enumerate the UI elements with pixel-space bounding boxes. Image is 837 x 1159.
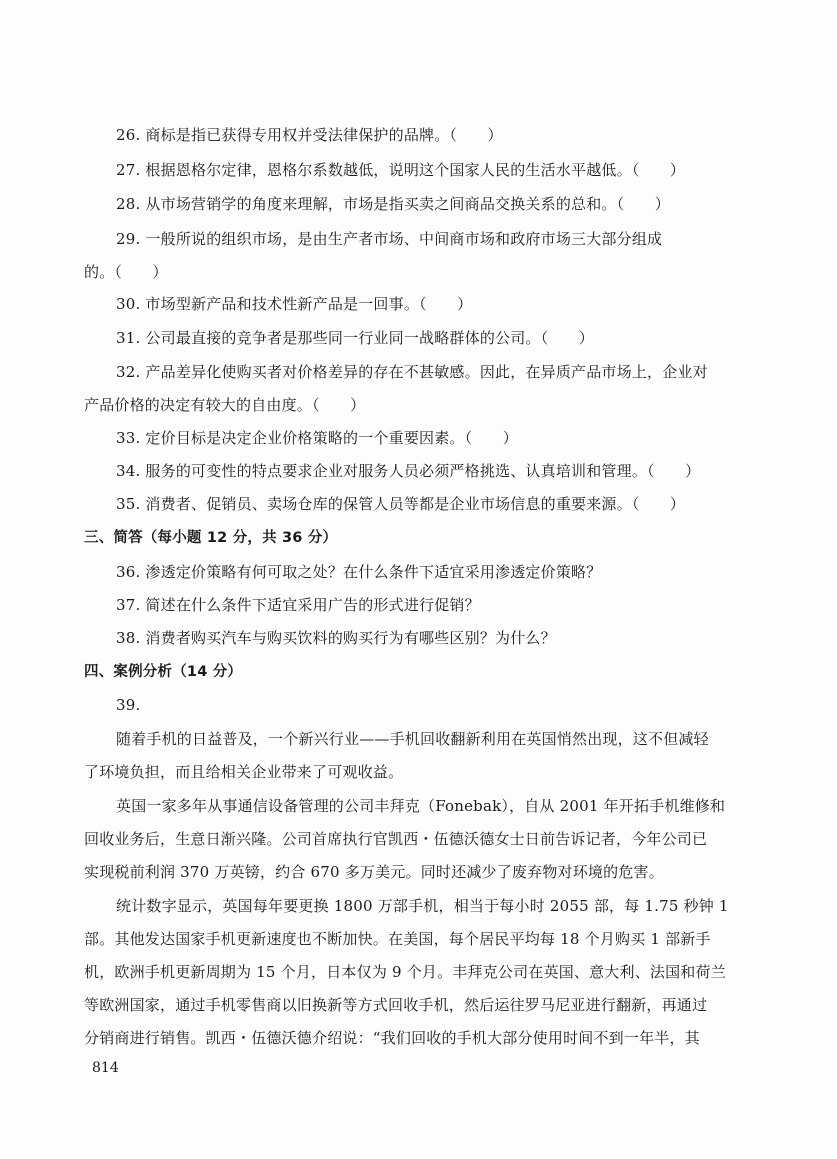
case-paragraph-1-line-1: 随着手机的日益普及，一个新兴行业——手机回收翻新利用在英国悄然出现，这不但减轻 bbox=[116, 730, 709, 748]
case-paragraph-3-line-4: 等欧洲国家，通过手机零售商以旧换新等方式回收手机，然后运往罗马尼亚进行翻新，再通过 bbox=[84, 996, 708, 1014]
case-paragraph-3-line-5: 分销商进行销售。凯西・伍德沃德介绍说：“我们回收的手机大部分使用时间不到一年半，其 bbox=[84, 1029, 700, 1047]
case-paragraph-3-line-1: 统计数字显示，英国每年要更换 1800 万部手机，相当于每小时 2055 部，每 1.75 秒钟 1 bbox=[116, 897, 729, 915]
question-32-line-1: 32. 产品差异化使购买者对价格差异的存在不甚敏感。因此，在异质产品市场上，企业对 bbox=[116, 363, 708, 381]
question-37: 37. 简述在什么条件下适宜采用广告的形式进行促销？ bbox=[116, 596, 480, 614]
case-paragraph-2-line-2: 回收业务后，生意日渐兴隆。公司首席执行官凯西・伍德沃德女士日前告诉记者，今年公司已 bbox=[84, 830, 708, 848]
question-29-line-2: 的。（ ） bbox=[84, 263, 168, 281]
case-paragraph-3-line-2: 部。其他发达国家手机更新速度也不断加快。在美国，每个居民平均每 18 个月购买 1 部新手 bbox=[84, 930, 711, 948]
question-39: 39. bbox=[116, 696, 141, 714]
page-number: 814 bbox=[92, 1060, 119, 1076]
question-32-line-2: 产品价格的决定有较大的自由度。（ ） bbox=[84, 396, 366, 414]
question-30: 30. 市场型新产品和技术性新产品是一回事。（ ） bbox=[116, 295, 473, 313]
question-38: 38. 消费者购买汽车与购买饮料的购买行为有哪些区别？为什么？ bbox=[116, 629, 556, 647]
question-27: 27. 根据恩格尔定律，恩格尔系数越低，说明这个国家人民的生活水平越低。（ ） bbox=[116, 161, 686, 179]
case-paragraph-2-line-3: 实现税前利润 370 万英镑，约合 670 多万美元。同时还减少了废弃物对环境的危害。 bbox=[84, 863, 664, 881]
question-35: 35. 消费者、促销员、卖场仓库的保管人员等都是企业市场信息的重要来源。（ ） bbox=[116, 495, 686, 513]
case-paragraph-1-line-2: 了环境负担，而且给相关企业带来了可观收益。 bbox=[84, 763, 404, 781]
case-paragraph-3-line-3: 机，欧洲手机更新周期为 15 个月，日本仅为 9 个月。丰拜克公司在英国、意大利、法国和荷兰 bbox=[84, 963, 726, 981]
question-33: 33. 定价目标是决定企业价格策略的一个重要因素。（ ） bbox=[116, 429, 518, 447]
question-34: 34. 服务的可变性的特点要求企业对服务人员必须严格挑选、认真培训和管理。（ ） bbox=[116, 462, 701, 480]
case-paragraph-2-line-1: 英国一家多年从事通信设备管理的公司丰拜克（Fonebak），自从 2001 年开拓手机维修和 bbox=[116, 797, 726, 815]
section-4-heading: 四、案例分析（14 分） bbox=[84, 664, 243, 680]
question-26: 26. 商标是指已获得专用权并受法律保护的品牌。（ ） bbox=[116, 126, 503, 144]
question-31: 31. 公司最直接的竞争者是那些同一行业同一战略群体的公司。（ ） bbox=[116, 329, 594, 347]
question-36: 36. 渗透定价策略有何可取之处？在什么条件下适宜采用渗透定价策略？ bbox=[116, 563, 602, 581]
question-28: 28. 从市场营销学的角度来理解，市场是指买卖之间商品交换关系的总和。（ ） bbox=[116, 195, 670, 213]
section-3-heading: 三、简答（每小题 12 分，共 36 分） bbox=[84, 530, 338, 546]
question-29-line-1: 29. 一般所说的组织市场，是由生产者市场、中间商市场和政府市场三大部分组成 bbox=[116, 230, 663, 248]
